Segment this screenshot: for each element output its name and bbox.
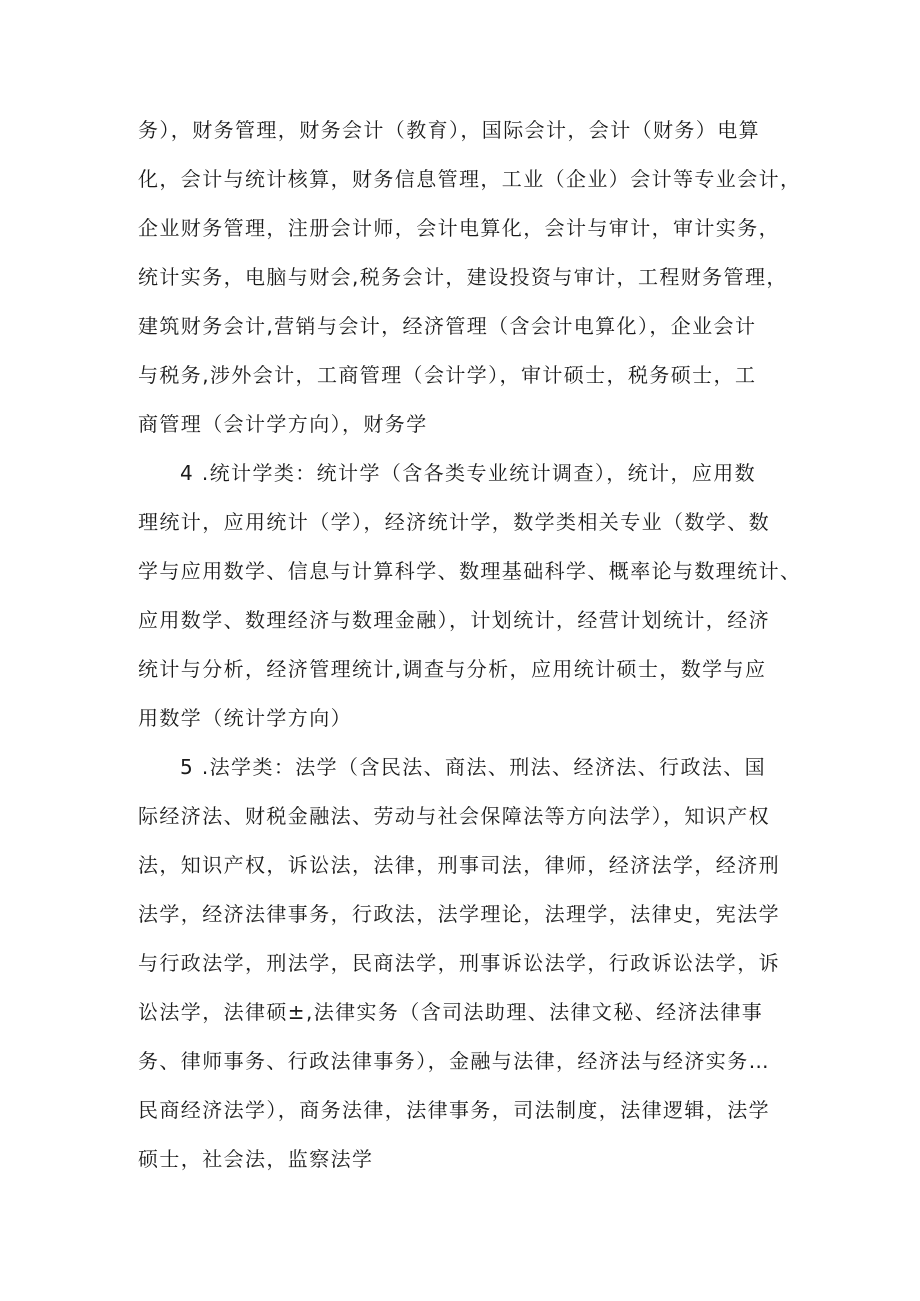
text-line: 与税务,涉外会计，工商管理（会计学），审计硕士，税务硕士，工 [138,363,757,387]
text-line: 法学，经济法律事务，行政法，法学理论，法理学，法律史，宪法学 [138,902,780,926]
text-line: 与行政法学，刑法学，民商法学，刑事诉讼法学，行政诉讼法学，诉 [138,951,780,975]
text-line: 建筑财务会计,营销与会计，经济管理（含会计电算化），企业会计 [138,314,757,338]
text-line: 讼法学，法律硕±,法律实务（含司法助理、法律文秘、经济法律事 [138,1000,764,1024]
text-line: 际经济法、财税金融法、劳动与社会保障法等方向法学），知识产权 [138,804,770,828]
text-line: 应用数学、数理经济与数理金融），计划统计，经营计划统计，经济 [138,608,770,632]
text-line: 商管理（会计学方向），财务学 [138,412,428,436]
text-line: 硕士，社会法，监察法学 [138,1147,374,1171]
text-line: 务、律师事务、行政法律事务），金融与法律，经济法与经济实务… [138,1049,770,1073]
text-line: 用数学（统计学方向） [138,706,352,730]
text-line: 企业财务管理，注册会计师，会计电算化，会计与审计，审计实务， [138,216,780,240]
text-line: 化，会计与统计核算，财务信息管理，工业（企业）会计等专业会计， [138,167,802,191]
text-line: 统计实务，电脑与财会,税务会计，建设投资与审计，工程财务管理， [138,265,788,289]
text-line: 学与应用数学、信息与计算科学、数理基础科学、概率论与数理统计、 [138,559,802,583]
text-line: 4 .统计学类：统计学（含各类专业统计调查），统计，应用数 [180,461,757,485]
text-line: 民商经济法学），商务法律，法律事务，司法制度，法律逻辑，法学 [138,1098,770,1122]
text-line: 统计与分析，经济管理统计,调查与分析，应用统计硕士，数学与应 [138,657,767,681]
text-line: 法，知识产权，诉讼法，法律，刑事司法，律师，经济法学，经济刑 [138,853,780,877]
text-line: 务），财务管理，财务会计（教育），国际会计，会计（财务）电算 [138,118,760,142]
text-line: 5 .法学类：法学（含民法、商法、刑法、经济法、行政法、国 [180,755,767,779]
text-line: 理统计，应用统计（学），经济统计学，数学类相关专业（数学、数 [138,510,770,534]
